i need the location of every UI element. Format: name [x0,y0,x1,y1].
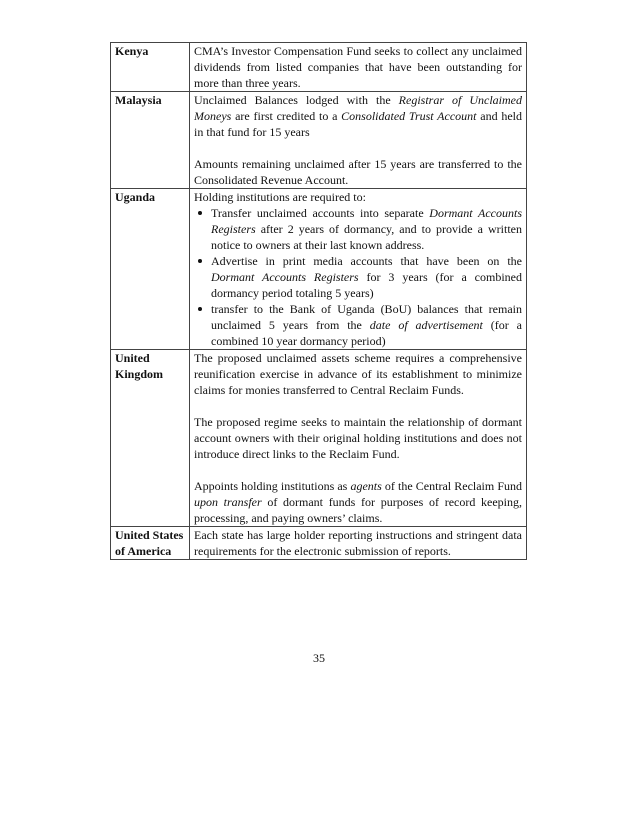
description-cell [190,43,527,92]
country-comparison-table [110,42,527,560]
description-cell [190,189,527,350]
description-cell [190,527,527,560]
country-cell: Malaysia [111,92,190,189]
list-item: Transfer unclaimed accounts into separate Dormant Accounts Registers after 2 years of dormancy, and to provide a written notice to owners at their last known address. [194,205,522,253]
country-cell: United Kingdom [111,350,190,527]
table-row [111,43,527,92]
page-number: 35 [313,651,325,665]
table-row [111,350,527,527]
country-cell: Kenya [111,43,190,92]
paragraph: Unclaimed Balances lodged with the Registrar of Unclaimed Moneys are first credited to a Consolidated Trust Account and held in that fund for 15 years [194,93,522,139]
table-row [111,527,527,560]
list-item: transfer to the Bank of Uganda (BoU) balances that remain unclaimed 5 years from the date of advertisement (for a combined 10 year dormancy period) [194,301,522,349]
country-cell: United States of America [111,527,190,560]
description-cell [190,92,527,189]
table-row [111,92,527,189]
paragraph: Appoints holding institutions as agents of the Central Reclaim Fund upon transfer of dormant funds for purposes of record keeping, processing, and paying owners’ claims. [194,479,523,525]
table-row [111,189,527,350]
description-text: CMA’s Investor Compensation Fund seeks to collect any unclaimed dividends from listed companies that have been outstanding for more than three years. [194,44,522,90]
country-cell: Uganda [111,189,190,350]
bullet-list [194,205,522,349]
intro-text: Holding institutions are required to: [194,190,366,204]
description-text: Each state has large holder reporting instructions and stringent data requirements for the electronic submission of reports. [194,528,522,558]
description-cell [190,350,527,527]
paragraph: Amounts remaining unclaimed after 15 years are transferred to the Consolidated Revenue Account. [194,157,522,187]
paragraph: The proposed unclaimed assets scheme requires a comprehensive reunification exercise in advance of its establishment to minimize claims for monies transferred to Central Reclaim Funds. [194,351,522,397]
paragraph: The proposed regime seeks to maintain the relationship of dormant account owners with their original holding institutions and does not introduce direct links to the Reclaim Fund. [194,415,522,461]
list-item: Advertise in print media accounts that have been on the Dormant Accounts Registers for 3 years (for a combined dormancy period totaling 5 years) [194,253,522,301]
